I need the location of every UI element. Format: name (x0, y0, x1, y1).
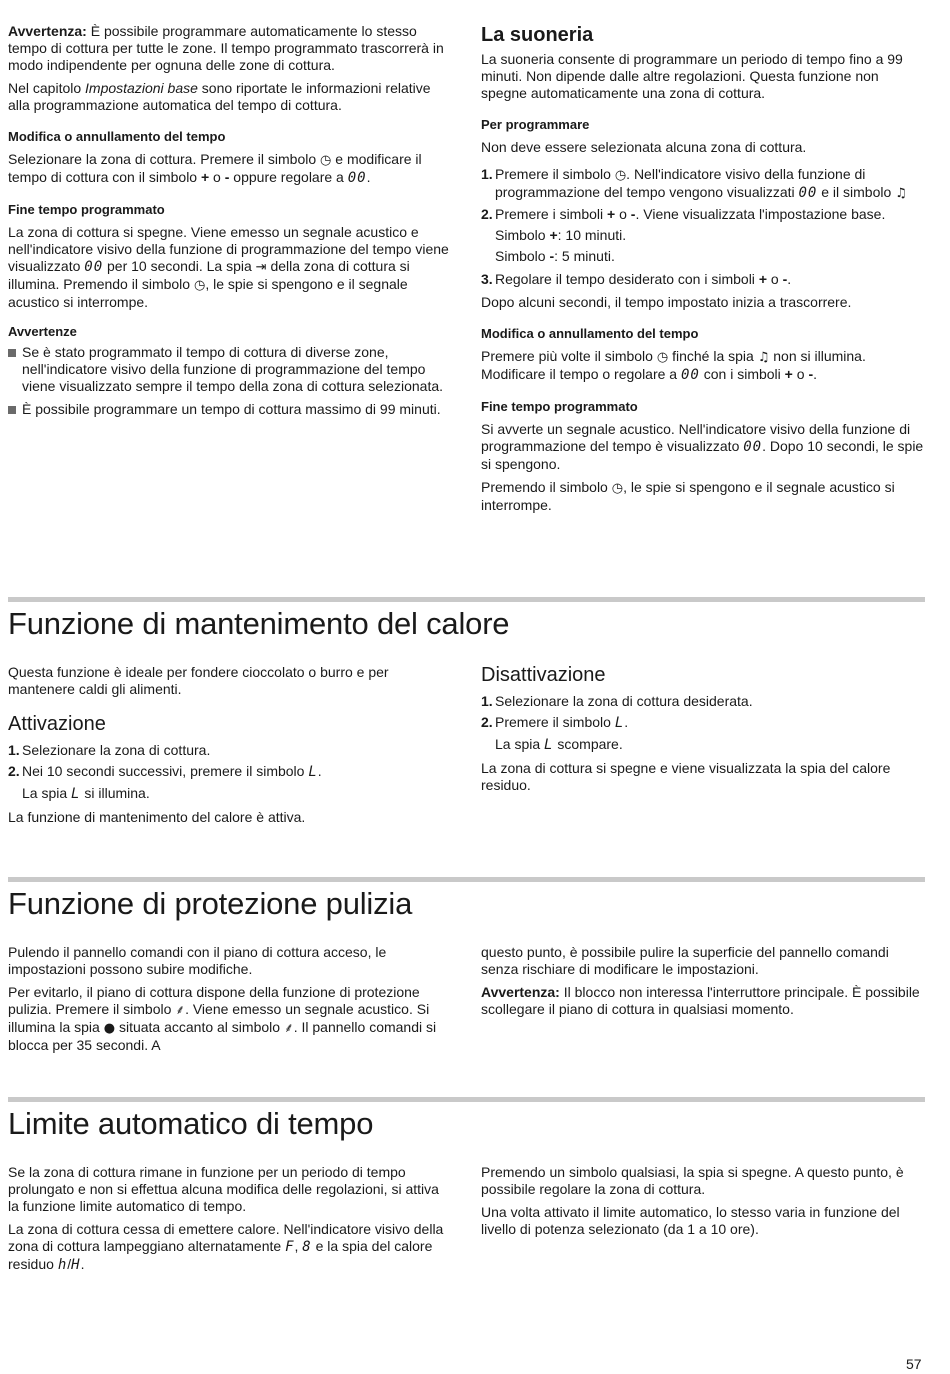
modify-paragraph: Selezionare la zona di cottura. Premere il simbolo ◷ e modificare il tempo di cottura con il simbolo + o - oppure regolare a 00. (8, 151, 422, 186)
warm-section-title: Funzione di mantenimento del calore (8, 606, 510, 641)
deactivation-step-2: 2. Premere il simbolo L. (481, 714, 629, 731)
timer-icon: ◷ (320, 153, 332, 168)
display-00-icon: 00 (347, 170, 367, 186)
page-number: 57 (906, 1356, 922, 1372)
clean-section-title: Funzione di protezione pulizia (8, 886, 413, 921)
warm-symbol-icon: L (544, 737, 554, 753)
warm-symbol-icon: L (614, 715, 625, 731)
bullet-square-icon (8, 406, 16, 414)
end-time-paragraph: La zona di cottura si spegne. Viene emesso un segnale acustico e nell'indicatore visivo della funzione di programmazione del tempo viene visualizzato 00 per 10 secondi. La spia ⇥ della zona di cottura si illumina. Premendo il simbolo ◷, le spie si spengono e il segnale acustico si interrompe. (8, 224, 449, 310)
clean-left-column (8, 944, 453, 1060)
deactivation-heading: Disattivazione (481, 664, 606, 686)
limit-paragraph-3: Premendo un simbolo qualsiasi, la spia si spegne. A questo punto, è possibile regolare la zona di cottura. (481, 1164, 904, 1197)
dot-indicator-icon: ● (103, 1021, 116, 1036)
top-right-column (481, 23, 926, 520)
deactivation-step-2-note: La spia L scompare. (495, 736, 623, 753)
timer-icon: ◷ (193, 278, 206, 293)
step-3: 3. Regolare il tempo desiderato con i simboli + o -. (481, 271, 792, 287)
list-item: Se è stato programmato il tempo di cottura di diverse zone, nell'indicatore visivo della funzione di programmazione del tempo viene visualizzato sempre il tempo della zona di cottura selezionata. (8, 344, 453, 395)
step-1: 1. Premere il simbolo ◷. Nell'indicatore visivo della funzione di programmazione del tempo vengono visualizzati 00 e il simbolo ♫ (481, 166, 907, 201)
timer-modify-paragraph: Premere più volte il simbolo ◷ finché la spia ♫ non si illumina. Modificare il tempo o regolare a 00 con i simboli + o -. (481, 348, 866, 383)
display-00-icon: 00 (681, 367, 700, 383)
program-intro: Non deve essere selezionata alcuna zona di cottura. (481, 139, 807, 155)
note-paragraph: Avvertenza: È possibile programmare automaticamente lo stesso tempo di cottura per tutte le zone. Il tempo programmato trascorrerà in modo indipendente per ognuna delle zone di cottura. (8, 23, 444, 73)
activation-heading: Attivazione (8, 713, 106, 735)
segment-8-icon: 8 (302, 1239, 312, 1255)
display-00-icon: 00 (743, 439, 763, 455)
step-2: 2. Premere i simboli + o -. Viene visualizzata l'impostazione base. (481, 206, 886, 222)
limit-paragraph-1: Se la zona di cottura rimane in funzione per un periodo di tempo prolungato e non si effettua alcuna modifica delle regolazioni, si attiva la funzione limite automatico di tempo. (8, 1164, 439, 1214)
end-time-heading: Fine tempo programmato (8, 202, 165, 217)
limit-paragraph-4: Una volta attivato il limite automatico, lo stesso varia in funzione del livello di potenza selezionato (da 1 a 10 ore). (481, 1204, 900, 1237)
deactivation-step-1: 1. Selezionare la zona di cottura desiderata. (481, 693, 753, 709)
timer-end-paragraph-2: Premendo il simbolo ◷, le spie si spengono e il segnale acustico si interrompe. (481, 479, 895, 513)
list-item: È possibile programmare un tempo di cottura massimo di 99 minuti. (8, 401, 453, 418)
end-indicator-icon: ⇥ (255, 260, 267, 275)
limit-section-title: Limite automatico di tempo (8, 1106, 374, 1141)
top-left-column (8, 23, 453, 424)
bullet-square-icon (8, 349, 16, 357)
timer-icon: ◷ (614, 168, 627, 183)
activation-step-1: 1. Selezionare la zona di cottura. (8, 742, 211, 758)
section-divider (8, 597, 925, 602)
segment-H-icon: H (71, 1257, 81, 1273)
modify-heading: Modifica o annullamento del tempo (8, 129, 226, 144)
clean-note: Avvertenza: Il blocco non interessa l'interruttore principale. È possibile scollegare il piano di cottura in qualsiasi momento. (481, 984, 920, 1017)
clean-paragraph-1: Pulendo il pannello comandi con il piano di cottura acceso, le impostazioni possono subire modifiche. (8, 944, 387, 977)
activation-step-2: 2. Nei 10 secondi successivi, premere il simbolo L. (8, 763, 322, 780)
warm-left-column (8, 664, 453, 832)
clean-right-column (481, 944, 926, 1024)
program-after: Dopo alcuni secondi, il tempo impostato inizia a trascorrere. (481, 294, 852, 310)
activation-step-2-note: La spia L si illumina. (22, 785, 150, 802)
limit-paragraph-2: La zona di cottura cessa di emettere calore. Nell'indicatore visivo della zona di cottura lampeggiano alternatamente F, 8 e la spia del calore residuo h/H. (8, 1221, 444, 1273)
timer-section-title: La suoneria (481, 24, 594, 46)
display-00-icon: 00 (84, 259, 104, 275)
timer-end-paragraph: Si avverte un segnale acustico. Nell'indicatore visivo della funzione di programmazione del tempo è visualizzato 00. Dopo 10 secondi, le spie si spengono. (481, 421, 924, 472)
timer-icon: ◷ (611, 481, 624, 496)
display-00-icon: 00 (798, 185, 818, 201)
clean-paragraph-3: questo punto, è possibile pulire la superficie del pannello comandi senza rischiare di modificare le impostazioni. (481, 944, 889, 977)
bell-icon: ♫ (757, 350, 770, 365)
warm-symbol-icon: L (308, 764, 318, 780)
warm-intro: Questa funzione è ideale per fondere cioccolato o burro e per mantenere caldi gli alimenti. (8, 664, 389, 697)
bell-icon: ♫ (895, 186, 907, 201)
step-2-plus-line: Simbolo +: 10 minuti. (495, 227, 627, 243)
program-heading: Per programmare (481, 117, 590, 132)
section-divider (8, 1097, 925, 1102)
segment-h-icon: h (57, 1257, 68, 1273)
timer-intro: La suoneria consente di programmare un periodo di tempo fino a 99 minuti. Non dipende dalle altre regolazioni. Questa funzione non spegne automaticamente una zona di cottura. (481, 51, 903, 101)
step-2-minus-line: Simbolo -: 5 minuti. (495, 248, 615, 264)
clean-symbol-icon: ⸙ (175, 1003, 186, 1018)
clean-paragraph-2: Per evitarlo, il piano di cottura dispone della funzione di protezione pulizia. Premere il simbolo ⸙. Viene emesso un segnale acustico. Si illumina la spia ● situata accanto al simbolo ⸙. Il pannello comandi si blocca per 35 secondi. A (8, 984, 437, 1053)
clean-symbol-icon: ⸙ (283, 1021, 294, 1036)
section-divider (8, 877, 925, 882)
base-settings-paragraph: Nel capitolo Impostazioni base sono riportate le informazioni relative alla programmazione automatica del tempo di cottura. (8, 80, 431, 113)
timer-end-heading: Fine tempo programmato (481, 399, 638, 414)
limit-left-column (8, 1164, 453, 1280)
deactivation-after: La zona di cottura si spegne e viene visualizzata la spia del calore residuo. (481, 760, 891, 793)
segment-f-icon: F (285, 1239, 295, 1255)
notes-heading: Avvertenze (8, 324, 77, 339)
limit-right-column (481, 1164, 926, 1244)
activation-after: La funzione di mantenimento del calore è attiva. (8, 809, 306, 825)
warm-right-column (481, 663, 926, 800)
timer-modify-heading: Modifica o annullamento del tempo (481, 326, 699, 341)
warm-symbol-icon: L (71, 786, 81, 802)
timer-icon: ◷ (656, 350, 669, 365)
